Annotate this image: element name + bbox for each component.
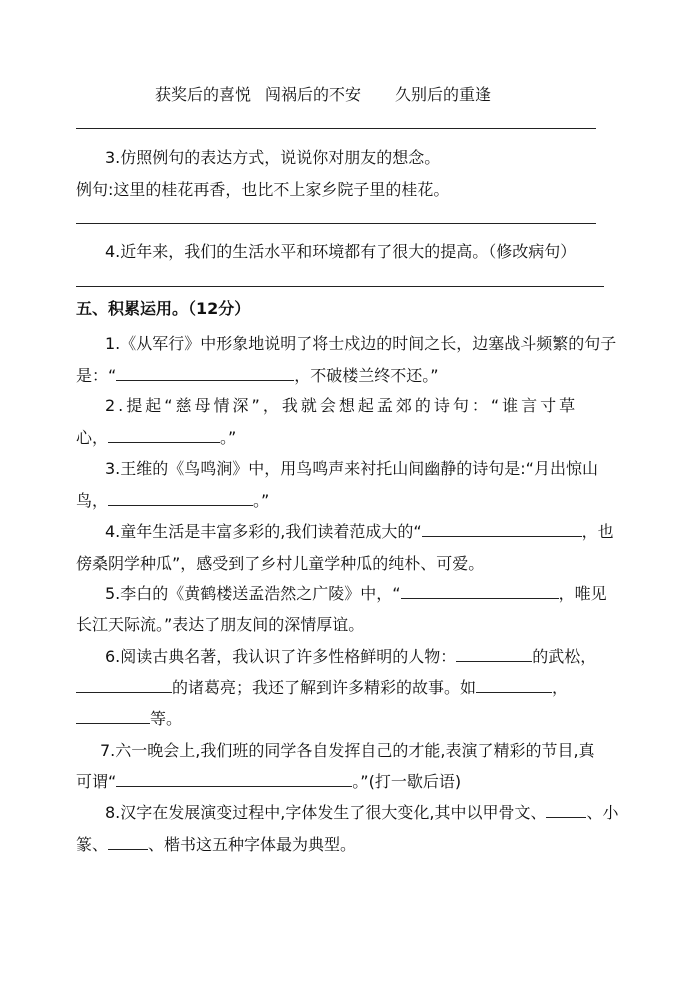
item-7-line2: 可谓“ 。”(打一歇后语) <box>76 769 461 792</box>
item-3-line1: 3.王维的《鸟鸣涧》中，用鸟鸣声来衬托山间幽静的诗句是:“月出惊山 <box>105 459 598 478</box>
item-4-line1: 4.童年生活是丰富多彩的,我们读着范成大的“ ，也 <box>105 519 614 542</box>
item-6-blank-wusong[interactable] <box>456 644 532 662</box>
item-6-line2: 的诸葛亮；我还了解到许多精彩的故事。如 ， <box>76 675 568 698</box>
item-5-line2: 长江天际流。”表达了朋友间的深情厚谊。 <box>76 615 365 634</box>
item-6-blank-story-1[interactable] <box>476 675 552 693</box>
item-8-line2: 篆、 、楷书这五种字体最为典型。 <box>76 832 356 855</box>
item-1-line2: 是：“ ，不破楼兰终不还。” <box>76 363 439 386</box>
option-award-joy: 获奖后的喜悦 <box>155 85 252 104</box>
item-1-line1: 1.《从军行》中形象地说明了将士戍边的时间之长，边塞战斗频繁的句子 <box>105 334 617 353</box>
item-1-blank[interactable] <box>116 363 294 381</box>
item-8-blank-2[interactable] <box>108 832 148 850</box>
item-7-line1: 7.六一晚会上,我们班的同学各自发挥自己的才能,表演了精彩的节目,真 <box>100 741 595 760</box>
item-8-line1: 8.汉字在发展演变过程中,字体发生了很大变化,其中以甲骨文、 、小 <box>105 800 618 823</box>
item-6-blank-zhuge[interactable] <box>76 675 172 693</box>
item-3-blank[interactable] <box>108 488 253 506</box>
item-6-line3: 等。 <box>76 706 182 729</box>
option-trouble-unease: 闯祸后的不安 <box>265 85 362 104</box>
item-5-blank[interactable] <box>401 581 559 599</box>
answer-line-1[interactable] <box>76 128 596 129</box>
item-4-blank[interactable] <box>422 519 582 537</box>
item-6-line1: 6.阅读古典名著，我认识了许多性格鲜明的人物： 的武松， <box>105 644 596 667</box>
item-5-line1: 5.李白的《黄鹤楼送孟浩然之广陵》中，“ ，唯见 <box>105 581 607 604</box>
answer-line-q4[interactable] <box>76 286 604 287</box>
item-6-blank-story-2[interactable] <box>76 706 150 724</box>
item-2-line1: 2.提起“慈母情深”，我就会想起孟郊的诗句：“谁言寸草 <box>105 396 579 415</box>
item-2-blank[interactable] <box>108 425 220 443</box>
item-8-blank-1[interactable] <box>546 800 586 818</box>
item-4-line2: 傍桑阴学种瓜”，感受到了乡村儿童学种瓜的纯朴、可爱。 <box>76 554 485 573</box>
option-reunion: 久别后的重逢 <box>395 85 492 104</box>
q3-example: 例句:这里的桂花再香，也比不上家乡院子里的桂花。 <box>76 180 450 199</box>
answer-line-q3[interactable] <box>76 223 596 224</box>
q4-prompt: 4.近年来，我们的生活水平和环境都有了很大的提高。（修改病句） <box>105 242 577 261</box>
item-3-line2: 鸟， 。” <box>76 488 269 511</box>
item-7-blank[interactable] <box>116 769 352 787</box>
section-5-title: 五、积累运用。（12分） <box>76 299 251 318</box>
q3-prompt: 3.仿照例句的表达方式，说说你对朋友的想念。 <box>105 148 441 167</box>
item-2-line2: 心， 。” <box>76 425 236 448</box>
